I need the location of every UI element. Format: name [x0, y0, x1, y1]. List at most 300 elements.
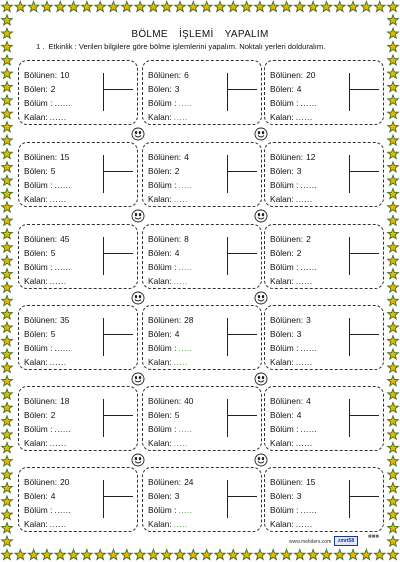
- divisor: [148, 248, 179, 258]
- dividend-value: 10: [60, 70, 70, 80]
- dividend: [270, 315, 311, 325]
- division-bar-horizontal: [349, 89, 379, 90]
- remainder-blank: [24, 357, 67, 367]
- quotient-blank-value[interactable]: ......: [54, 343, 72, 353]
- division-bar-horizontal: [103, 334, 133, 335]
- dividend-value: 12: [306, 152, 316, 162]
- remainder-blank-value[interactable]: .....: [173, 357, 188, 367]
- remainder-blank: [270, 357, 313, 367]
- quotient-blank: [270, 505, 317, 515]
- quotient-blank-label: Bölüm :: [270, 505, 299, 515]
- star-icon: [361, 549, 372, 559]
- quotient-blank-value[interactable]: ......: [54, 424, 72, 434]
- divisor: [148, 84, 179, 94]
- star-icon: [148, 1, 159, 11]
- star-icon: [388, 416, 399, 426]
- star-icon: [68, 549, 79, 559]
- footer-logo-icon: ■■■: [368, 534, 379, 540]
- remainder-blank: [148, 112, 188, 122]
- division-bar-horizontal: [227, 334, 257, 335]
- quotient-blank-label: Bölüm :: [24, 343, 53, 353]
- divisor-value: 3: [296, 329, 302, 339]
- division-bar-vertical: [349, 480, 350, 518]
- star-icon: [108, 1, 119, 11]
- star-icon: [321, 549, 332, 559]
- division-card: [264, 386, 384, 451]
- remainder-blank-label: Kalan:: [270, 519, 294, 529]
- dividend-label: Bölünen:: [24, 234, 58, 244]
- star-icon: [268, 1, 279, 11]
- star-icon: [348, 1, 359, 11]
- star-icon: [175, 1, 186, 11]
- quotient-blank-label: Bölüm :: [270, 98, 299, 108]
- division-bar-vertical: [103, 480, 104, 518]
- division-card: [142, 60, 262, 125]
- star-icon: [188, 549, 199, 559]
- footer-badge: zmrt58: [334, 536, 358, 546]
- dividend-label: Bölünen:: [148, 396, 182, 406]
- star-icon: [2, 549, 13, 559]
- star-icon: [2, 42, 13, 52]
- smiley-face-icon: [131, 209, 145, 223]
- quotient-blank-value[interactable]: ......: [300, 262, 318, 272]
- remainder-blank: [270, 438, 313, 448]
- division-bar-horizontal: [349, 496, 379, 497]
- remainder-blank-value[interactable]: ......: [295, 357, 313, 367]
- remainder-blank-label: Kalan:: [24, 276, 48, 286]
- star-icon: [388, 242, 399, 252]
- divisor-value: 5: [50, 248, 56, 258]
- star-icon: [2, 442, 13, 452]
- quotient-blank-value[interactable]: .....: [178, 262, 193, 272]
- star-icon: [348, 549, 359, 559]
- star-icon: [2, 536, 13, 546]
- divisor-value: 2: [174, 166, 180, 176]
- dividend: [148, 477, 193, 487]
- star-icon: [2, 456, 13, 466]
- remainder-blank-value[interactable]: .....: [173, 519, 188, 529]
- quotient-blank-value[interactable]: ......: [300, 180, 318, 190]
- smiley-face-icon: [254, 127, 268, 141]
- star-icon: [388, 349, 399, 359]
- remainder-blank-value[interactable]: .....: [173, 438, 188, 448]
- dividend-label: Bölünen:: [270, 234, 304, 244]
- remainder-blank-value[interactable]: ......: [49, 438, 67, 448]
- division-bar-horizontal: [103, 253, 133, 254]
- star-icon: [374, 1, 385, 11]
- star-icon: [388, 536, 399, 546]
- division-card: [18, 467, 138, 532]
- remainder-blank-label: Kalan:: [270, 357, 294, 367]
- star-icon: [201, 549, 212, 559]
- instruction-number: 1 .: [36, 42, 45, 51]
- quotient-blank: [148, 98, 193, 108]
- remainder-blank: [270, 276, 313, 286]
- remainder-blank: [148, 438, 188, 448]
- dividend-value: 45: [60, 234, 70, 244]
- dividend: [24, 70, 69, 80]
- divisor-value: 3: [174, 84, 180, 94]
- star-icon: [2, 108, 13, 118]
- smiley-face-icon: [131, 291, 145, 305]
- star-icon: [2, 55, 13, 65]
- star-icon: [388, 42, 399, 52]
- star-icon: [388, 523, 399, 533]
- dividend-value: 4: [184, 152, 189, 162]
- dividend-label: Bölünen:: [270, 477, 304, 487]
- division-bar-vertical: [227, 237, 228, 275]
- quotient-blank: [270, 262, 317, 272]
- star-icon: [2, 429, 13, 439]
- quotient-blank: [148, 180, 193, 190]
- star-icon: [388, 376, 399, 386]
- dividend-value: 20: [306, 70, 316, 80]
- division-bar-horizontal: [349, 334, 379, 335]
- quotient-blank: [24, 262, 71, 272]
- remainder-blank-value[interactable]: ......: [49, 357, 67, 367]
- divisor: [270, 491, 301, 501]
- smiley-face-icon: [254, 372, 268, 386]
- star-icon: [388, 108, 399, 118]
- quotient-blank-label: Bölüm :: [270, 180, 299, 190]
- star-icon: [334, 1, 345, 11]
- star-icon: [388, 469, 399, 479]
- star-icon: [388, 189, 399, 199]
- star-icon: [15, 1, 26, 11]
- remainder-blank: [270, 112, 313, 122]
- division-bar-vertical: [103, 73, 104, 111]
- star-icon: [2, 362, 13, 372]
- dividend: [270, 477, 315, 487]
- division-bar-horizontal: [103, 89, 133, 90]
- star-icon: [68, 1, 79, 11]
- divisor-label: Bölen:: [24, 410, 48, 420]
- star-icon: [175, 549, 186, 559]
- dividend-label: Bölünen:: [270, 315, 304, 325]
- remainder-blank: [24, 112, 67, 122]
- star-icon: [2, 336, 13, 346]
- star-icon: [334, 549, 345, 559]
- star-icon: [161, 549, 172, 559]
- star-icon: [2, 509, 13, 519]
- star-icon: [2, 309, 13, 319]
- remainder-blank-value[interactable]: ......: [49, 276, 67, 286]
- division-bar-horizontal: [349, 415, 379, 416]
- division-bar-vertical: [103, 155, 104, 193]
- divisor-value: 3: [174, 491, 180, 501]
- dividend-label: Bölünen:: [270, 70, 304, 80]
- star-icon: [388, 456, 399, 466]
- dividend: [270, 152, 315, 162]
- quotient-blank: [270, 424, 317, 434]
- dividend-value: 18: [60, 396, 70, 406]
- dividend: [24, 477, 69, 487]
- divisor-value: 5: [50, 166, 56, 176]
- remainder-blank-value[interactable]: .....: [173, 276, 188, 286]
- division-bar-vertical: [227, 73, 228, 111]
- remainder-blank-label: Kalan:: [270, 112, 294, 122]
- star-icon: [2, 496, 13, 506]
- dividend: [270, 234, 311, 244]
- footer-site: www.mebders.com: [289, 539, 332, 545]
- star-icon: [388, 496, 399, 506]
- star-icon: [388, 362, 399, 372]
- star-icon: [95, 1, 106, 11]
- division-bar-vertical: [349, 155, 350, 193]
- remainder-blank-value[interactable]: ......: [295, 276, 313, 286]
- division-bar-horizontal: [227, 171, 257, 172]
- quotient-blank: [24, 505, 71, 515]
- quotient-blank-label: Bölüm :: [24, 424, 53, 434]
- dividend-value: 2: [306, 234, 311, 244]
- divisor-label: Bölen:: [270, 410, 294, 420]
- star-icon: [15, 549, 26, 559]
- divisor: [148, 410, 179, 420]
- division-bar-vertical: [103, 318, 104, 356]
- star-icon: [388, 68, 399, 78]
- star-icon: [135, 1, 146, 11]
- star-icon: [308, 1, 319, 11]
- smiley-face-icon: [131, 453, 145, 467]
- remainder-blank-value[interactable]: ......: [49, 519, 67, 529]
- dividend: [24, 315, 69, 325]
- remainder-blank: [270, 519, 313, 529]
- quotient-blank-label: Bölüm :: [148, 98, 177, 108]
- remainder-blank-value[interactable]: .....: [173, 194, 188, 204]
- star-icon: [388, 202, 399, 212]
- quotient-blank-label: Bölüm :: [24, 262, 53, 272]
- divisor: [270, 166, 301, 176]
- dividend-value: 35: [60, 315, 70, 325]
- smiley-face-icon: [131, 372, 145, 386]
- quotient-blank-value[interactable]: .....: [178, 424, 193, 434]
- divisor-label: Bölen:: [148, 166, 172, 176]
- star-icon: [2, 295, 13, 305]
- division-bar-vertical: [349, 73, 350, 111]
- star-icon: [2, 135, 13, 145]
- division-bar-horizontal: [103, 415, 133, 416]
- dividend-value: 40: [184, 396, 194, 406]
- quotient-blank-value[interactable]: ......: [300, 343, 318, 353]
- instruction: [36, 42, 376, 51]
- division-card: [142, 142, 262, 207]
- star-icon: [388, 15, 399, 25]
- dividend: [270, 396, 311, 406]
- instruction-text: Etkinlik : Verilen bilgilere göre bölme işlemlerini yapalım. Noktalı yerleri dolduralım.: [48, 42, 326, 51]
- division-bar-horizontal: [227, 253, 257, 254]
- quotient-blank: [24, 343, 71, 353]
- star-icon: [2, 202, 13, 212]
- dividend-label: Bölünen:: [270, 152, 304, 162]
- division-card: [264, 467, 384, 532]
- star-icon: [388, 122, 399, 132]
- star-icon: [201, 1, 212, 11]
- quotient-blank-value[interactable]: ......: [54, 505, 72, 515]
- star-icon: [28, 1, 39, 11]
- division-bar-vertical: [349, 318, 350, 356]
- dividend: [148, 70, 189, 80]
- divisor-label: Bölen:: [148, 329, 172, 339]
- remainder-blank-value[interactable]: ......: [49, 194, 67, 204]
- dividend-label: Bölünen:: [24, 152, 58, 162]
- quotient-blank-value[interactable]: ......: [300, 98, 318, 108]
- star-icon: [2, 255, 13, 265]
- star-icon: [388, 309, 399, 319]
- title-word: YAPALIM: [224, 29, 269, 40]
- star-icon: [2, 402, 13, 412]
- remainder-blank-value[interactable]: ......: [49, 112, 67, 122]
- star-icon: [295, 549, 306, 559]
- division-bar-horizontal: [103, 171, 133, 172]
- division-card: [18, 224, 138, 289]
- star-icon: [2, 122, 13, 132]
- divisor: [270, 410, 301, 420]
- quotient-blank-value[interactable]: .....: [178, 98, 193, 108]
- star-icon: [388, 269, 399, 279]
- divisor-label: Bölen:: [24, 166, 48, 176]
- remainder-blank-label: Kalan:: [270, 194, 294, 204]
- division-bar-vertical: [349, 399, 350, 437]
- quotient-blank: [24, 98, 71, 108]
- dividend-label: Bölünen:: [148, 152, 182, 162]
- star-icon: [2, 95, 13, 105]
- star-icon: [241, 1, 252, 11]
- remainder-blank-label: Kalan:: [24, 194, 48, 204]
- remainder-blank-value[interactable]: .....: [173, 112, 188, 122]
- quotient-blank: [24, 180, 71, 190]
- star-icon: [361, 1, 372, 11]
- quotient-blank-value[interactable]: ......: [54, 180, 72, 190]
- quotient-blank-label: Bölüm :: [270, 424, 299, 434]
- star-icon: [388, 175, 399, 185]
- quotient-blank-label: Bölüm :: [148, 343, 177, 353]
- dividend-label: Bölünen:: [24, 396, 58, 406]
- remainder-blank: [148, 357, 188, 367]
- divisor-value: 3: [296, 491, 302, 501]
- star-icon: [388, 429, 399, 439]
- smiley-face-icon: [254, 291, 268, 305]
- star-icon: [215, 549, 226, 559]
- quotient-blank-value[interactable]: .....: [178, 180, 193, 190]
- divisor: [148, 491, 179, 501]
- divisor-label: Bölen:: [270, 248, 294, 258]
- quotient-blank-value[interactable]: .....: [178, 343, 193, 353]
- remainder-blank-value[interactable]: ......: [295, 112, 313, 122]
- star-icon: [2, 162, 13, 172]
- star-icon: [2, 215, 13, 225]
- quotient-blank: [148, 343, 193, 353]
- remainder-blank-value[interactable]: ......: [295, 519, 313, 529]
- star-icon: [388, 549, 399, 559]
- remainder-blank-label: Kalan:: [148, 438, 172, 448]
- star-icon: [388, 336, 399, 346]
- star-icon: [388, 55, 399, 65]
- dividend-value: 8: [184, 234, 189, 244]
- division-card: [142, 305, 262, 370]
- remainder-blank: [148, 519, 188, 529]
- star-icon: [281, 1, 292, 11]
- smiley-face-icon: [254, 209, 268, 223]
- star-icon: [388, 483, 399, 493]
- star-icon: [82, 1, 93, 11]
- remainder-blank-label: Kalan:: [24, 112, 48, 122]
- star-icon: [388, 322, 399, 332]
- remainder-blank-label: Kalan:: [24, 438, 48, 448]
- star-icon: [388, 295, 399, 305]
- quotient-blank-value[interactable]: ......: [300, 505, 318, 515]
- star-icon: [2, 376, 13, 386]
- division-card: [142, 467, 262, 532]
- star-icon: [121, 549, 132, 559]
- star-icon: [255, 1, 266, 11]
- remainder-blank-value[interactable]: ......: [295, 438, 313, 448]
- star-icon: [108, 549, 119, 559]
- star-icon: [2, 229, 13, 239]
- star-icon: [388, 1, 399, 11]
- quotient-blank-value[interactable]: ......: [54, 262, 72, 272]
- quotient-blank-label: Bölüm :: [148, 505, 177, 515]
- quotient-blank-label: Bölüm :: [148, 262, 177, 272]
- star-icon: [188, 1, 199, 11]
- star-icon: [28, 549, 39, 559]
- division-bar-vertical: [227, 155, 228, 193]
- remainder-blank: [148, 276, 188, 286]
- quotient-blank: [148, 505, 193, 515]
- star-icon: [2, 68, 13, 78]
- star-icon: [2, 389, 13, 399]
- quotient-blank-value[interactable]: .....: [178, 505, 193, 515]
- divisor: [24, 491, 55, 501]
- star-icon: [82, 549, 93, 559]
- star-icon: [135, 549, 146, 559]
- star-icon: [388, 82, 399, 92]
- remainder-blank-label: Kalan:: [270, 438, 294, 448]
- divisor-label: Bölen:: [148, 84, 172, 94]
- quotient-blank-label: Bölüm :: [24, 505, 53, 515]
- star-icon: [388, 229, 399, 239]
- star-icon: [388, 135, 399, 145]
- divisor: [148, 329, 179, 339]
- quotient-blank-value[interactable]: ......: [300, 424, 318, 434]
- dividend-label: Bölünen:: [24, 315, 58, 325]
- divisor-label: Bölen:: [24, 491, 48, 501]
- star-icon: [2, 523, 13, 533]
- star-icon: [388, 95, 399, 105]
- remainder-blank-label: Kalan:: [148, 276, 172, 286]
- star-icon: [55, 1, 66, 11]
- star-icon: [2, 189, 13, 199]
- quotient-blank-value[interactable]: ......: [54, 98, 72, 108]
- divisor-value: 2: [296, 248, 302, 258]
- dividend-label: Bölünen:: [148, 234, 182, 244]
- remainder-blank-label: Kalan:: [24, 357, 48, 367]
- divisor: [270, 84, 301, 94]
- divisor-label: Bölen:: [148, 491, 172, 501]
- star-icon: [255, 549, 266, 559]
- divisor-value: 4: [296, 84, 302, 94]
- star-icon: [95, 549, 106, 559]
- dividend-label: Bölünen:: [148, 70, 182, 80]
- remainder-blank-value[interactable]: ......: [295, 194, 313, 204]
- star-icon: [374, 549, 385, 559]
- star-icon: [2, 416, 13, 426]
- divisor-value: 2: [50, 84, 56, 94]
- quotient-blank: [270, 180, 317, 190]
- dividend-label: Bölünen:: [148, 477, 182, 487]
- divisor-value: 4: [174, 329, 180, 339]
- divisor: [24, 248, 55, 258]
- star-icon: [308, 549, 319, 559]
